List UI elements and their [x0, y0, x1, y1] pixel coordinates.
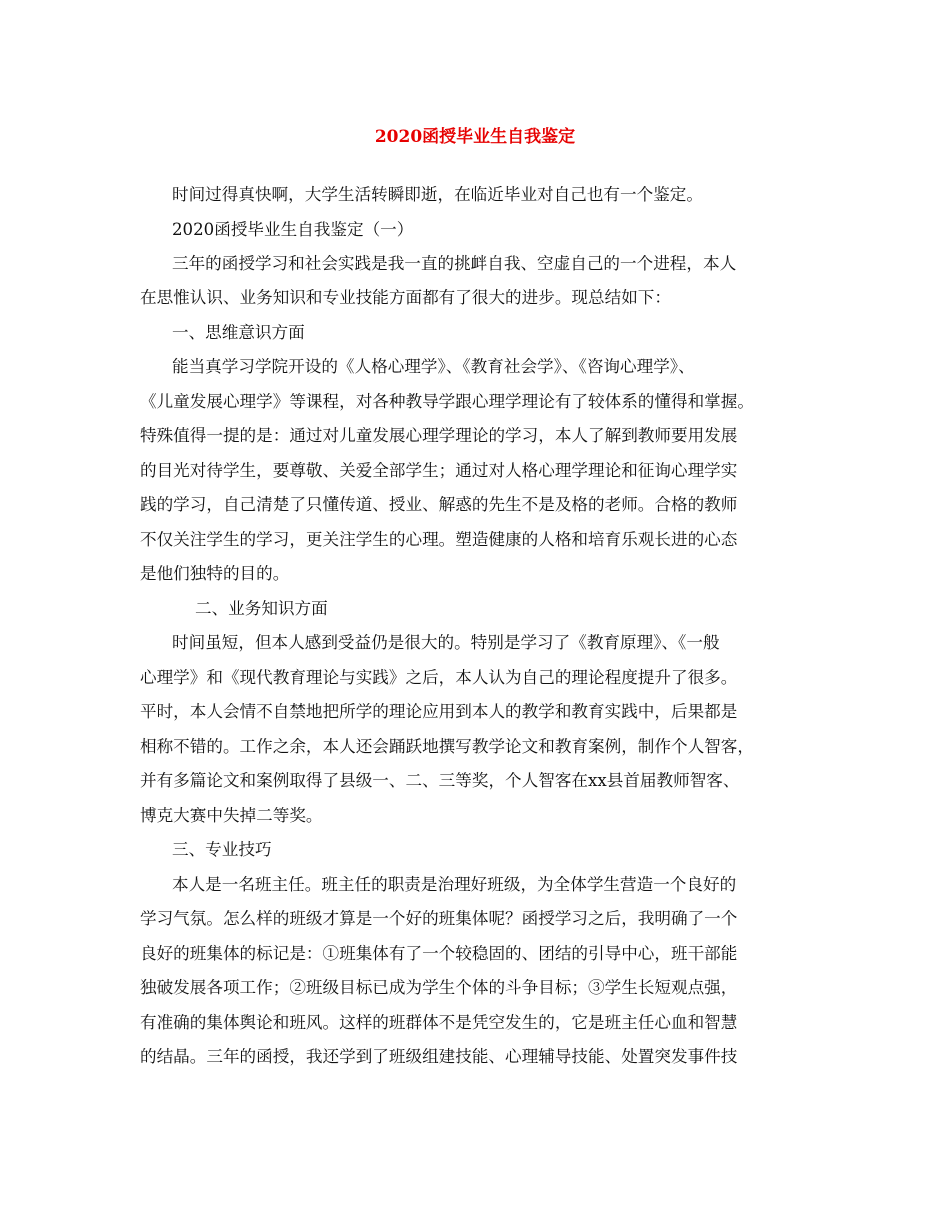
- document-title: 2020函授毕业生自我鉴定: [374, 127, 576, 147]
- paragraph-line: 独破发展各项工作；②班级目标已成为学生个体的斗争目标；③学生长短观点强，: [140, 978, 738, 997]
- section-heading: 三、专业技巧: [172, 840, 272, 859]
- section-heading: 一、思维意识方面: [172, 323, 305, 342]
- section-heading: 二、业务知识方面: [195, 599, 328, 618]
- paragraph-line: 相称不错的。工作之余，本人还会踊跃地撰写教学论文和教育案例，制作个人智客，: [140, 737, 754, 756]
- paragraph-line: 学习气氛。怎么样的班级才算是一个好的班集体呢？函授学习之后，我明确了一个: [140, 909, 738, 928]
- paragraph-line: 践的学习，自己清楚了只懂传道、授业、解惑的先生不是及格的老师。合格的教师: [140, 495, 738, 514]
- paragraph-line: 的目光对待学生，要尊敬、关爱全部学生；通过对人格心理学理论和征询心理学实: [140, 461, 738, 480]
- paragraph-line: 时间过得真快啊，大学生活转瞬即逝，在临近毕业对自己也有一个鉴定。: [172, 185, 703, 204]
- paragraph-line: 心理学》和《现代教育理论与实践》之后，本人认为自己的理论程度提升了很多。: [140, 668, 738, 687]
- paragraph-line: 《儿童发展心理学》等课程，对各种教导学跟心理学理论有了较体系的懂得和掌握。: [140, 392, 754, 411]
- paragraph-line: 特殊值得一提的是：通过对儿童发展心理学理论的学习，本人了解到教师要用发展: [140, 426, 738, 445]
- paragraph-line: 并有多篇论文和案例取得了县级一、二、三等奖，个人智客在xx县首届教师智客、: [140, 771, 740, 790]
- paragraph-line: 本人是一名班主任。班主任的职责是治理好班级，为全体学生营造一个良好的: [172, 875, 737, 894]
- paragraph-line: 能当真学习学院开设的《人格心理学》、《教育社会学》、《咨询心理学》、: [172, 357, 695, 376]
- paragraph-line: 时间虽短，但本人感到受益仍是很大的。特别是学习了《教育原理》、《一般: [172, 633, 720, 652]
- paragraph-line: 平时，本人会情不自禁地把所学的理论应用到本人的教学和教育实践中，后果都是: [140, 702, 738, 721]
- paragraph-line: 在思惟认识、业务知识和专业技能方面都有了很大的进步。现总结如下：: [140, 288, 671, 307]
- paragraph-line: 三年的函授学习和社会实践是我一直的挑衅自我、空虚自己的一个进程，本人: [172, 254, 737, 273]
- paragraph-line: 是他们独特的目的。: [140, 564, 290, 583]
- paragraph-line: 2020函授毕业生自我鉴定（一）: [172, 220, 414, 239]
- paragraph-line: 不仅关注学生的学习，更关注学生的心理。塑造健康的人格和培育乐观长进的心态: [140, 530, 738, 549]
- paragraph-line: 有准确的集体舆论和班风。这样的班群体不是凭空发生的，它是班主任心血和智慧: [140, 1013, 738, 1032]
- paragraph-line: 博克大赛中失掉二等奖。: [140, 806, 323, 825]
- paragraph-line: 良好的班集体的标记是：①班集体有了一个较稳固的、团结的引导中心，班干部能: [140, 944, 738, 963]
- paragraph-line: 的结晶。三年的函授，我还学到了班级组建技能、心理辅导技能、处置突发事件技: [140, 1047, 738, 1066]
